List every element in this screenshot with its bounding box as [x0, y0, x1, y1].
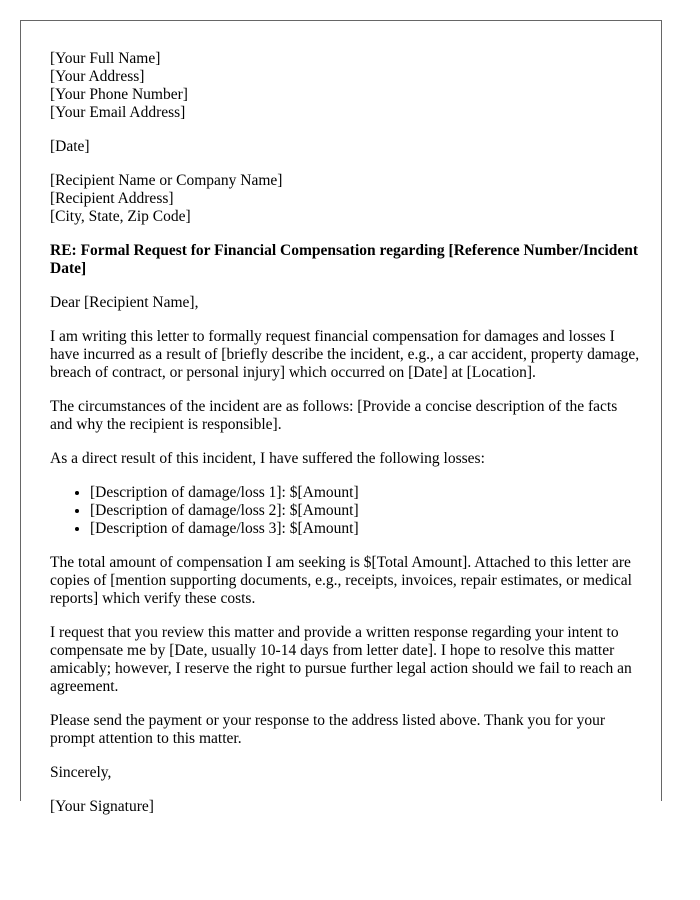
- list-item: • [Description of damage/loss 2]: $[Amount]: [90, 502, 640, 520]
- signoff: Sincerely,: [50, 764, 112, 781]
- recipient-name: [Recipient Name or Company Name]: [50, 172, 283, 189]
- recipient-city: [City, State, Zip Code]: [50, 208, 191, 225]
- sender-email: [Your Email Address]: [50, 104, 186, 121]
- body-paragraph: The total amount of compensation I am seeking is $[Total Amount]. Attached to this letter are copies of [mention supporting documents, e.g., receipts, invoices, repair estimates, or medical reports] which verify these costs.: [50, 554, 632, 607]
- body-paragraph: I request that you review this matter and provide a written response regarding your intent to compensate me by [Date, usually 10-14 days from letter date]. I hope to resolve this matter amicably; however, I reserve the right to pursue further legal action should we fail to reach an agreement.: [50, 624, 632, 695]
- losses-list: [50, 484, 640, 538]
- letter-date: [Date]: [50, 138, 90, 155]
- sender-block: [50, 50, 640, 122]
- letter-content: [50, 50, 640, 832]
- signature: [Your Signature]: [50, 798, 154, 815]
- sender-address: [Your Address]: [50, 68, 145, 85]
- body-paragraph: I am writing this letter to formally request financial compensation for damages and losses I have incurred as a result of [briefly describe the incident, e.g., a car accident, property damage, breach of contract, or personal injury] which occurred on [Date] at [Location].: [50, 328, 640, 381]
- recipient-block: [50, 172, 640, 226]
- salutation: Dear [Recipient Name],: [50, 294, 199, 311]
- body-paragraph: Please send the payment or your response to the address listed above. Thank you for your prompt attention to this matter.: [50, 712, 605, 747]
- sender-phone: [Your Phone Number]: [50, 86, 188, 103]
- list-item: • [Description of damage/loss 1]: $[Amount]: [90, 484, 640, 502]
- sender-name: [Your Full Name]: [50, 50, 161, 67]
- recipient-address: [Recipient Address]: [50, 190, 174, 207]
- letter-page: [20, 20, 662, 815]
- body-paragraph: The circumstances of the incident are as follows: [Provide a concise description of the facts and why the recipient is responsible].: [50, 398, 618, 433]
- body-paragraph: As a direct result of this incident, I have suffered the following losses:: [50, 450, 485, 467]
- subject-line: RE: Formal Request for Financial Compensation regarding [Reference Number/Incident Date]: [50, 242, 639, 277]
- list-item: • [Description of damage/loss 3]: $[Amount]: [90, 520, 640, 538]
